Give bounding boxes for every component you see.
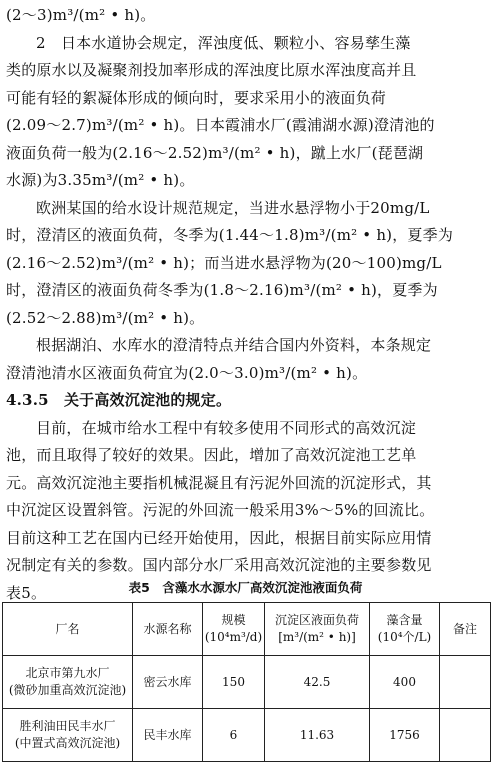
header-cell-scale xyxy=(203,603,265,656)
plant-type: (中置式高效沉淀池) xyxy=(14,736,121,750)
table-row xyxy=(3,656,491,709)
header-label: 规模 xyxy=(221,613,246,627)
header-label: 沉淀区液面负荷 xyxy=(274,613,359,627)
header-unit: (10⁴个/L) xyxy=(377,630,432,644)
cell-note xyxy=(440,656,491,709)
header-cell-name xyxy=(3,603,133,656)
header-label: 厂名 xyxy=(55,621,80,636)
text-line: 根据湖泊、水库水的澄清特点并结合国内外资料，本条规定 xyxy=(36,336,432,354)
cell-note xyxy=(440,709,491,762)
cell-scale: 150 xyxy=(203,656,265,709)
cell-plant-name xyxy=(3,656,133,709)
plant-name: 胜利油田民丰水厂 xyxy=(19,719,116,733)
cell-source: 密云水库 xyxy=(133,656,203,709)
table-header-row xyxy=(3,603,491,656)
text-line: 水源)为3.35m³/(m² • h)。 xyxy=(6,171,195,189)
cell-load: 11.63 xyxy=(265,709,370,762)
cell-source: 民丰水库 xyxy=(133,709,203,762)
cell-scale: 6 xyxy=(203,709,265,762)
section-heading: 4.3.5 关于高效沉淀池的规定。 xyxy=(6,391,232,409)
data-table xyxy=(2,602,491,762)
plant-type: (微砂加重高效沉淀池) xyxy=(8,683,127,697)
cell-algae: 1756 xyxy=(370,709,440,762)
text-line: 况制定有关的参数。国内部分水厂采用高效沉淀池的主要参数见 xyxy=(6,556,432,574)
text-line: 可能有轻的絮凝体形成的倾向时，要求采用小的液面负荷 xyxy=(6,88,387,107)
header-unit: (10⁴m³/d) xyxy=(204,630,263,644)
header-cell-load xyxy=(265,603,370,656)
body-text xyxy=(6,2,486,607)
cell-load: 42.5 xyxy=(265,656,370,709)
text-line: 元。高效沉淀池主要指机械混凝且有污泥外回流的沉淀形式，其 xyxy=(6,473,432,492)
text-line: 2 日本水道协会规定，浑浊度低、颗粒小、容易孳生藻 xyxy=(36,33,411,52)
text-line: 目前这种工艺在国内已经开始使用，因此，根据目前实际应用情 xyxy=(6,528,432,547)
text-line: 目前，在城市给水工程中有较多使用不同形式的高效沉淀 xyxy=(36,418,417,437)
text-line: (2.52～2.88)m³/(m² • h)。 xyxy=(6,308,205,327)
header-cell-algae xyxy=(370,603,440,656)
text-line: 澄清池清水区液面负荷宜为(2.0～3.0)m³/(m² • h)。 xyxy=(6,363,368,382)
text-line: 池，而且取得了较好的效果。因此，增加了高效沉淀池工艺单 xyxy=(6,446,417,464)
text-line: 表5。 xyxy=(6,583,47,602)
text-line: 欧洲某国的给水设计规范规定，当进水悬浮物小于20mg/L xyxy=(36,198,430,217)
header-label: 藻含量 xyxy=(386,613,423,627)
text-line: (2.09～2.7)m³/(m² • h)。日本霞浦水厂(霞浦湖水源)澄清池的 xyxy=(6,116,435,134)
header-cell-note xyxy=(440,603,491,656)
text-line: 中沉淀区设置斜管。污泥的外回流一般采用3%～5%的回流比。 xyxy=(6,501,435,519)
text-line: 液面负荷一般为(2.16～2.52)m³/(m² • h)，蹴上水厂(琵琶湖 xyxy=(6,143,424,162)
text-line: 时，澄清区的液面负荷冬季为(1.8～2.16)m³/(m² • h)，夏季为 xyxy=(6,281,438,299)
text-line: 时，澄清区的液面负荷，冬季为(1.44～1.8)m³/(m² • h)，夏季为 xyxy=(6,226,454,244)
header-label: 水源名称 xyxy=(143,621,192,636)
header-cell-source xyxy=(133,603,203,656)
text-line: 类的原水以及凝聚剂投加率形成的浑浊度比原水浑浊度高并且 xyxy=(6,61,417,79)
header-unit: [m³/(m² • h)] xyxy=(278,630,356,644)
cell-algae: 400 xyxy=(370,656,440,709)
cell-plant-name xyxy=(3,709,133,762)
text-line: (2～3)m³/(m² • h)。 xyxy=(6,6,156,24)
table-row xyxy=(3,709,491,762)
table-caption: 表5 含藻水水源水厂高效沉淀池液面负荷 xyxy=(128,580,363,595)
plant-name: 北京市第九水厂 xyxy=(25,666,110,680)
text-line: (2.16～2.52)m³/(m² • h)；而当进水悬浮物为(20～100)mg/L xyxy=(6,253,442,272)
header-label: 备注 xyxy=(452,621,477,636)
